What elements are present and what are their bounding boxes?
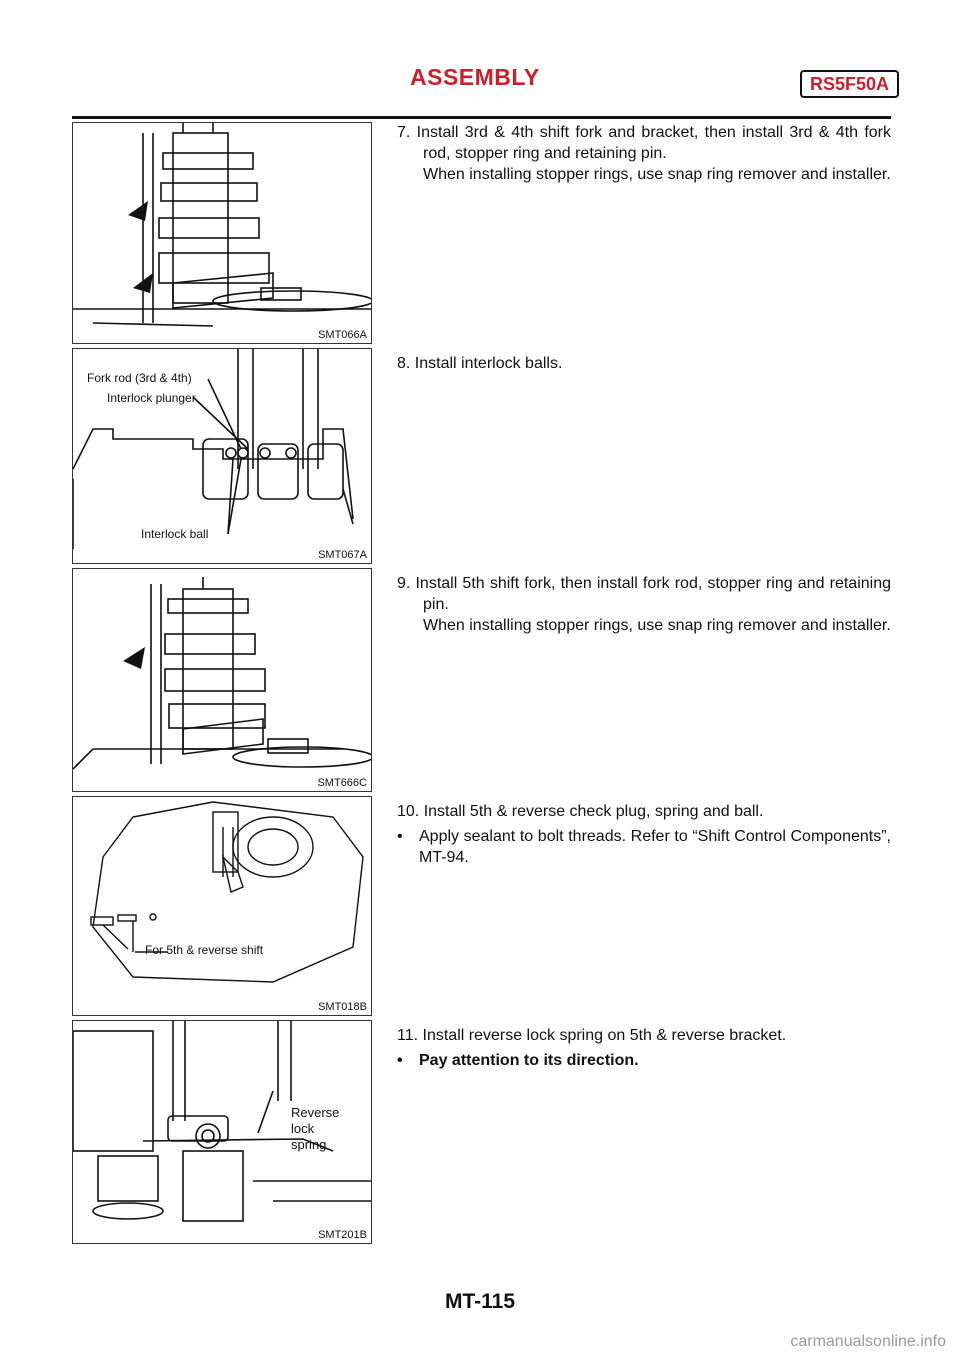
step-text: 11. Install reverse lock spring on 5th & reverse bracket.: [397, 1027, 787, 1044]
bullet-marker: •: [397, 1052, 403, 1069]
page-header: [0, 64, 960, 104]
bullet-item: [397, 826, 891, 868]
figure-label-reverse: Reverse: [291, 1105, 340, 1120]
figure-code: SMT066A: [318, 329, 367, 341]
figure-label-lock: lock: [291, 1121, 315, 1136]
bullet-item: [397, 1050, 891, 1071]
figure-label-interlock-plunger: Interlock plunger: [107, 391, 196, 405]
bullet-text: Pay attention to its direction.: [419, 1052, 639, 1069]
figure-code: SMT201B: [318, 1229, 367, 1241]
case-illustration: [73, 797, 372, 1016]
transmission-illustration: [73, 569, 372, 792]
step-10: [397, 801, 891, 868]
step-note: When installing stopper rings, use snap ring remover and installer.: [423, 617, 891, 634]
figure-smt067a: [72, 348, 372, 564]
step-9: [397, 573, 891, 636]
figure-code: SMT018B: [318, 1001, 367, 1013]
step-note: When installing stopper rings, use snap ring remover and installer.: [423, 166, 891, 183]
figure-label-5th-reverse: For 5th & reverse shift: [145, 943, 264, 957]
transmission-illustration: [73, 123, 372, 344]
step-text: 10. Install 5th & reverse check plug, spring and ball.: [397, 803, 764, 820]
step-7: [397, 122, 891, 185]
reverse-lock-illustration: [73, 1021, 372, 1244]
page-number: MT-115: [444, 1290, 516, 1313]
figure-label-spring: spring: [291, 1137, 327, 1152]
step-text: 8. Install interlock balls.: [397, 355, 563, 372]
watermark: carmanualsonline.info: [790, 1333, 946, 1350]
bullet-text: Apply sealant to bolt threads. Refer to “Shift Control Components”, MT-94.: [419, 828, 891, 866]
figure-code: SMT666C: [317, 777, 367, 789]
figure-smt018b: [72, 796, 372, 1016]
figure-smt666c: [72, 568, 372, 792]
model-badge: RS5F50A: [800, 70, 899, 98]
figure-label-interlock-ball: Interlock ball: [141, 527, 209, 541]
section-title: ASSEMBLY: [410, 64, 540, 90]
bullet-marker: •: [397, 828, 403, 845]
figure-code: SMT067A: [318, 549, 367, 561]
step-text: 9. Install 5th shift fork, then install fork rod, stopper ring and retaining pin.: [397, 575, 891, 613]
figure-label-fork-rod: Fork rod (3rd & 4th): [87, 371, 192, 385]
figure-smt201b: [72, 1020, 372, 1244]
step-8: [397, 353, 891, 374]
step-11: [397, 1025, 891, 1071]
figure-smt066a: [72, 122, 372, 344]
header-rule: [72, 116, 891, 119]
step-text: 7. Install 3rd & 4th shift fork and bracket, then install 3rd & 4th fork rod, stopper ring and retaining pin.: [397, 124, 891, 162]
